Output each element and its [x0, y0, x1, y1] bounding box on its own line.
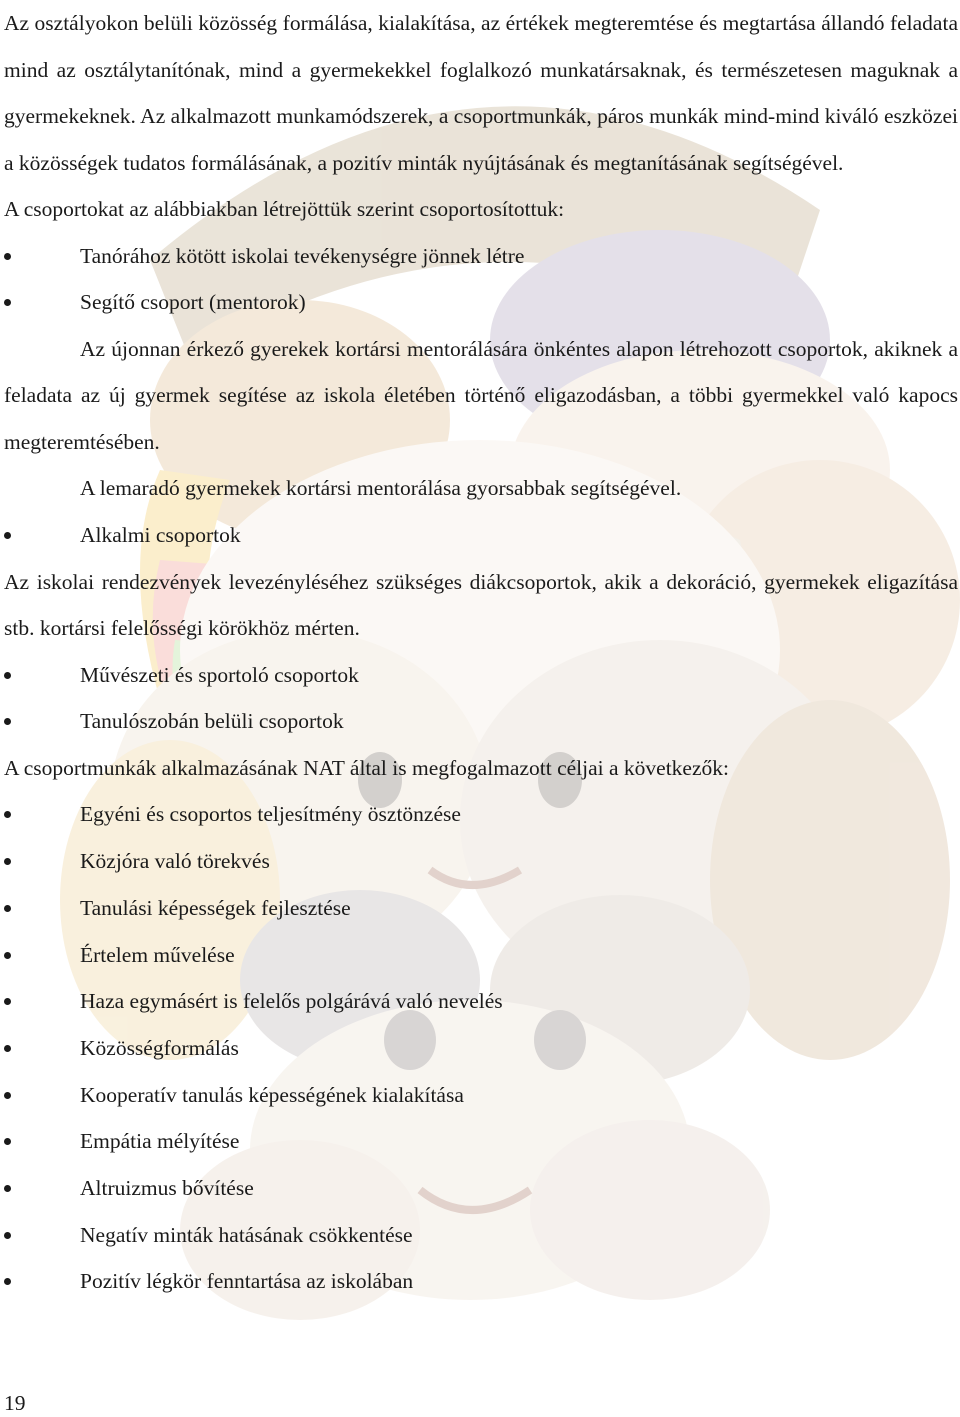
list-item: Egyéni és csoportos teljesítmény ösztönzése: [4, 791, 958, 838]
nat-goals-intro: A csoportmunkák alkalmazásának NAT által is megfogalmazott céljai a következők:: [4, 755, 729, 780]
document-body: [4, 0, 958, 1305]
mentor-paragraph: Az újonnan érkező gyerekek kortársi mentorálására önkéntes alapon létrehozott csoportok, akiknek a feladata az új gyermek segítése az iskola életében történő eligazodásban, a többi gyermekkel való kapocs megteremtésében.: [4, 336, 958, 454]
list-item: Értelem művelése: [4, 932, 958, 979]
list-item: Alkalmi csoportok: [4, 512, 958, 559]
group-types-list: [4, 233, 958, 326]
other-groups-list: [4, 652, 958, 745]
list-item: Pozitív légkör fenntartása az iskolában: [4, 1258, 958, 1305]
list-item: Művészeti és sportoló csoportok: [4, 652, 958, 699]
list-item: Segítő csoport (mentorok): [4, 279, 958, 326]
list-item: Haza egymásért is felelős polgárává való nevelés: [4, 978, 958, 1025]
events-paragraph: Az iskolai rendezvények levezényléséhez szükséges diákcsoportok, akik a dekoráció, gyermekek eligazítása stb. kortársi felelősségi körökhöz mérten.: [4, 569, 958, 641]
occasional-groups-list: [4, 512, 958, 559]
list-item: Tanulószobán belüli csoportok: [4, 698, 958, 745]
intro-paragraph: Az osztályokon belüli közösség formálása, kialakítása, az értékek megteremtése és megtartása állandó feladata mind az osztálytanítónak, mind a gyermekekkel foglalkozó munkatársaknak, és természetesen maguknak a gyermekeknek. Az alkalmazott munkamódszerek, a csoportmunkák, páros munkák mind-mind kiváló eszközei a közösségek tudatos formálásának, a pozitív minták nyújtásának és megtanításának segítségével.: [4, 11, 958, 175]
list-item: Negatív minták hatásának csökkentése: [4, 1212, 958, 1259]
list-item: Kooperatív tanulás képességének kialakítása: [4, 1072, 958, 1119]
list-item: Tanulási képességek fejlesztése: [4, 885, 958, 932]
nat-goals-list: [4, 791, 958, 1305]
list-item: Közjóra való törekvés: [4, 838, 958, 885]
page-number: 19: [4, 1391, 26, 1415]
catch-up-paragraph: A lemaradó gyermekek kortársi mentorálása gyorsabbak segítségével.: [80, 476, 682, 501]
list-item: Tanórához kötött iskolai tevékenységre jönnek létre: [4, 233, 958, 280]
list-item: Közösségformálás: [4, 1025, 958, 1072]
list-item: Empátia mélyítése: [4, 1118, 958, 1165]
grouping-intro: A csoportokat az alábbiakban létrejöttük szerint csoportosítottuk:: [4, 197, 565, 221]
list-item: Altruizmus bővítése: [4, 1165, 958, 1212]
